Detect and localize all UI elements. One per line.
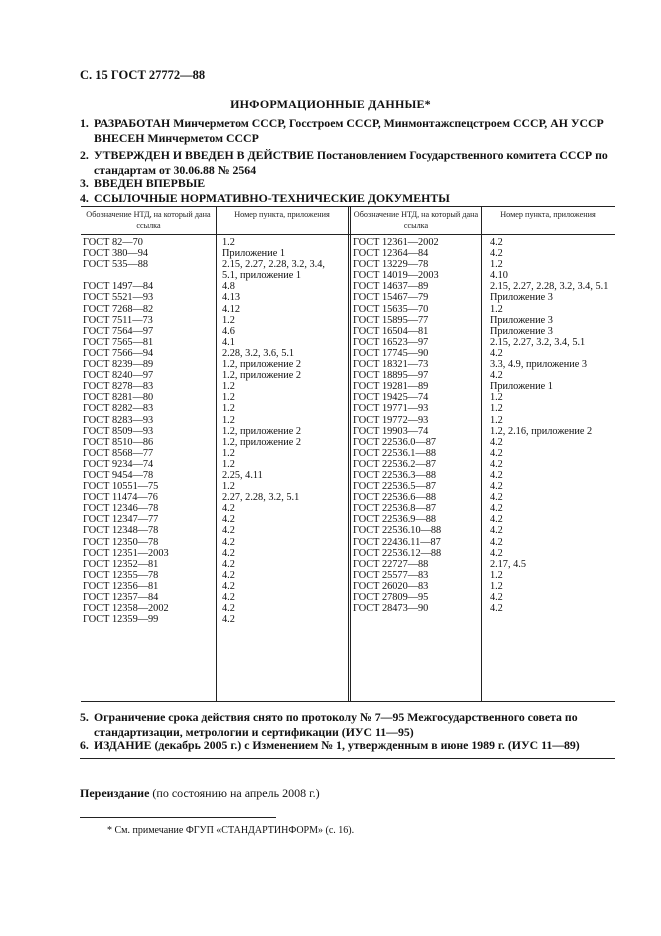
clause-cell: Приложение 3 bbox=[489, 292, 553, 304]
clause-cell: 4.2 bbox=[222, 503, 235, 515]
clause-cell: 2.27, 2.28, 3.2, 5.1 bbox=[222, 492, 300, 504]
clause-cell: 4.2 bbox=[489, 469, 503, 481]
item-lead: РАЗРАБОТАН bbox=[94, 116, 171, 130]
clause-cell: 1.2, 2.16, приложение 2 bbox=[489, 425, 593, 437]
ref-doc-cell: ГОСТ 8568—77 bbox=[83, 447, 154, 459]
table-row bbox=[81, 537, 349, 548]
table-row bbox=[351, 270, 615, 281]
clause-cell: 4.2 bbox=[222, 592, 235, 603]
clause-cell: 4.2 bbox=[489, 503, 503, 515]
ref-doc-cell: ГОСТ 535—88 bbox=[83, 259, 149, 271]
table-row bbox=[351, 304, 615, 315]
ref-doc-cell: ГОСТ 12361—2002 bbox=[353, 237, 439, 248]
item-lead: ИЗДАНИЕ bbox=[94, 738, 152, 752]
table-row bbox=[81, 403, 349, 414]
clause-cell: 4.8 bbox=[222, 281, 235, 293]
item-text: Межгосударственного совета по стандартизации, метрологии и сертификации (ИУС 11—95) bbox=[94, 710, 578, 739]
table-header-ref-doc: Обозначение НТД, на который дана ссылка bbox=[353, 210, 479, 230]
table-row bbox=[351, 237, 615, 248]
clause-cell: 5.1, приложение 1 bbox=[222, 270, 302, 282]
clause-cell: 1.2 bbox=[489, 403, 503, 415]
item-number: 5. bbox=[80, 710, 89, 724]
clause-cell: 4.1 bbox=[222, 336, 235, 348]
table-row bbox=[351, 248, 615, 259]
clause-cell: 4.13 bbox=[222, 292, 241, 304]
table-row bbox=[351, 603, 615, 614]
ref-doc-cell: ГОСТ 14019—2003 bbox=[353, 270, 439, 282]
ref-doc-cell: ГОСТ 22536.9—88 bbox=[353, 514, 437, 526]
ref-doc-cell: ГОСТ 8283—93 bbox=[83, 414, 154, 426]
table-row bbox=[351, 503, 615, 514]
ref-doc-cell: ГОСТ 22536.5—87 bbox=[353, 481, 437, 493]
table-row bbox=[351, 448, 615, 459]
clause-cell: 1.2, приложение 2 bbox=[222, 370, 302, 382]
clause-cell: 4.2 bbox=[222, 603, 235, 615]
clause-cell: 4.2 bbox=[489, 347, 503, 359]
clause-cell: 4.2 bbox=[489, 492, 503, 504]
ref-doc-cell: ГОСТ 8239—89 bbox=[83, 359, 154, 371]
table-row bbox=[351, 459, 615, 470]
clause-cell: 2.17, 4.5 bbox=[489, 558, 526, 570]
ref-doc-cell bbox=[81, 270, 219, 281]
ref-doc-cell: ГОСТ 380—94 bbox=[83, 248, 149, 260]
table-row bbox=[81, 304, 349, 315]
clause-cell: 4.2 bbox=[222, 525, 235, 537]
table-row bbox=[351, 581, 615, 592]
item-number: 1. bbox=[80, 116, 89, 130]
ref-doc-cell: ГОСТ 13229—78 bbox=[353, 259, 429, 271]
ref-doc-cell: ГОСТ 22536.12—88 bbox=[353, 547, 442, 559]
item-number: 4. bbox=[80, 191, 89, 205]
item-references bbox=[80, 191, 610, 206]
item-text: Минчерметом СССР, Госстроем СССР, Минмонтажспецстроем СССР, АН УССР bbox=[173, 116, 604, 130]
ref-doc-cell: ГОСТ 9234—74 bbox=[83, 458, 154, 470]
table-row bbox=[81, 503, 349, 514]
table-row bbox=[351, 392, 615, 403]
clause-cell: 1.2 bbox=[222, 447, 235, 459]
ref-doc-cell: ГОСТ 28473—90 bbox=[353, 603, 429, 615]
clause-cell: 1.2 bbox=[489, 580, 503, 592]
table-row bbox=[351, 548, 615, 559]
ref-doc-cell: ГОСТ 26020—83 bbox=[353, 580, 429, 592]
table-row bbox=[81, 359, 349, 370]
ref-doc-cell: ГОСТ 22727—88 bbox=[353, 558, 429, 570]
clause-cell: Приложение 1 bbox=[222, 248, 285, 260]
ref-doc-cell: ГОСТ 7566—94 bbox=[83, 347, 154, 359]
table-row bbox=[81, 492, 349, 503]
table-row bbox=[351, 514, 615, 525]
table-rows-right bbox=[351, 237, 615, 614]
clause-cell: 4.2 bbox=[489, 370, 503, 382]
table-row bbox=[81, 315, 349, 326]
clause-cell: 4.2 bbox=[489, 514, 503, 526]
item-first-introduced bbox=[80, 176, 610, 191]
clause-cell: 4.2 bbox=[222, 580, 235, 592]
references-table bbox=[81, 206, 615, 702]
table-row bbox=[351, 281, 615, 292]
clause-cell: 1.2 bbox=[222, 403, 235, 415]
clause-cell: 2.15, 2.27, 3.2, 3.4, 5.1 bbox=[489, 336, 586, 348]
ref-doc-cell: ГОСТ 7564—97 bbox=[83, 325, 154, 337]
ref-doc-cell: ГОСТ 12350—78 bbox=[83, 536, 159, 548]
ref-doc-cell: ГОСТ 8282—83 bbox=[83, 403, 154, 415]
table-row bbox=[81, 514, 349, 525]
ref-doc-cell: ГОСТ 11474—76 bbox=[83, 492, 158, 504]
table-row bbox=[81, 337, 349, 348]
table-row bbox=[81, 481, 349, 492]
clause-cell: 4.6 bbox=[222, 325, 235, 337]
clause-cell: 4.2 bbox=[222, 547, 235, 559]
item-number: 3. bbox=[80, 176, 89, 190]
ref-doc-cell: ГОСТ 82—70 bbox=[83, 237, 143, 248]
ref-doc-cell: ГОСТ 22536.3—88 bbox=[353, 469, 437, 481]
table-row bbox=[351, 525, 615, 536]
table-row bbox=[351, 381, 615, 392]
ref-doc-cell: ГОСТ 5521—93 bbox=[83, 292, 154, 304]
table-row bbox=[81, 259, 349, 270]
ref-doc-cell: ГОСТ 8240—97 bbox=[83, 370, 154, 382]
reissue-note bbox=[80, 786, 320, 801]
clause-cell: 1.2 bbox=[222, 481, 235, 493]
ref-doc-cell: ГОСТ 22436.11—87 bbox=[353, 536, 441, 548]
ref-doc-cell: ГОСТ 7268—82 bbox=[83, 303, 154, 315]
item-text-introduced: Минчерметом СССР bbox=[147, 131, 259, 145]
item-term-limit bbox=[80, 710, 610, 740]
table-row bbox=[81, 614, 349, 625]
table-row bbox=[81, 603, 349, 614]
table-row bbox=[351, 481, 615, 492]
ref-doc-cell: ГОСТ 25577—83 bbox=[353, 569, 429, 581]
table-row bbox=[81, 392, 349, 403]
ref-doc-cell: ГОСТ 18321—73 bbox=[353, 359, 429, 371]
reissue-text: (по состоянию на апрель 2008 г.) bbox=[152, 786, 320, 800]
clause-cell: 1.2 bbox=[222, 392, 235, 404]
table-row bbox=[81, 437, 349, 448]
table-row bbox=[81, 470, 349, 481]
ref-doc-cell: ГОСТ 12347—77 bbox=[83, 514, 159, 526]
ref-doc-cell: ГОСТ 10551—75 bbox=[83, 481, 159, 493]
table-row bbox=[351, 537, 615, 548]
section-title: ИНФОРМАЦИОННЫЕ ДАННЫЕ* bbox=[230, 97, 431, 111]
table-row bbox=[351, 437, 615, 448]
item-number: 6. bbox=[80, 738, 89, 752]
clause-cell: 1.2 bbox=[222, 414, 235, 426]
item-lead: ВВЕДЕН ВПЕРВЫЕ bbox=[94, 176, 206, 190]
table-row bbox=[81, 592, 349, 603]
ref-doc-cell: ГОСТ 22536.8—87 bbox=[353, 503, 437, 515]
ref-doc-cell: ГОСТ 12364—84 bbox=[353, 248, 429, 260]
clause-cell: 1.2 bbox=[222, 458, 235, 470]
clause-cell: 3.3, 4.9, приложение 3 bbox=[489, 359, 588, 371]
clause-cell: 1.2 bbox=[489, 569, 503, 581]
ref-doc-cell: ГОСТ 19425—74 bbox=[353, 392, 429, 404]
clause-cell: 4.2 bbox=[489, 525, 503, 537]
table-row bbox=[81, 570, 349, 581]
table-row bbox=[351, 426, 615, 437]
item-number: 2. bbox=[80, 148, 89, 162]
item-lead: Ограничение срока действия снято по протоколу № 7—95 bbox=[94, 710, 405, 724]
ref-doc-cell: ГОСТ 22536.10—88 bbox=[353, 525, 442, 537]
clause-cell: 2.15, 2.27, 2.28, 3.2, 3.4, bbox=[222, 259, 325, 271]
table-row bbox=[351, 415, 615, 426]
table-row bbox=[351, 337, 615, 348]
table-header-clause: Номер пункта, приложения bbox=[500, 210, 596, 219]
table-row bbox=[81, 237, 349, 248]
ref-doc-cell: ГОСТ 27809—95 bbox=[353, 592, 429, 603]
clause-cell: 1.2, приложение 2 bbox=[222, 436, 302, 448]
clause-cell: Приложение 3 bbox=[489, 314, 553, 326]
table-row bbox=[81, 370, 349, 381]
ref-doc-cell: ГОСТ 8509—93 bbox=[83, 425, 154, 437]
table-row bbox=[81, 459, 349, 470]
clause-cell: 4.2 bbox=[489, 447, 503, 459]
ref-doc-cell: ГОСТ 9454—78 bbox=[83, 469, 154, 481]
item-lead: УТВЕРЖДЕН И ВВЕДЕН В ДЕЙСТВИЕ bbox=[94, 148, 314, 162]
item-developed bbox=[80, 116, 610, 146]
ref-doc-cell: ГОСТ 15635—70 bbox=[353, 303, 429, 315]
table-row bbox=[81, 281, 349, 292]
clause-cell: 1.2 bbox=[222, 314, 235, 326]
ref-doc-cell: ГОСТ 19281—89 bbox=[353, 381, 429, 393]
ref-doc-cell: ГОСТ 7565—81 bbox=[83, 336, 154, 348]
table-row bbox=[81, 448, 349, 459]
ref-doc-cell: ГОСТ 8510—86 bbox=[83, 436, 154, 448]
clause-cell: 4.12 bbox=[222, 303, 241, 315]
table-row bbox=[81, 559, 349, 570]
item-lead: ССЫЛОЧНЫЕ НОРМАТИВНО-ТЕХНИЧЕСКИЕ ДОКУМЕНТЫ bbox=[94, 191, 450, 205]
table-row bbox=[351, 570, 615, 581]
clause-cell: 4.2 bbox=[489, 592, 503, 603]
table-row bbox=[351, 348, 615, 359]
ref-doc-cell: ГОСТ 15895—77 bbox=[353, 314, 429, 326]
clause-cell: 2.28, 3.2, 3.6, 5.1 bbox=[222, 347, 295, 359]
table-row bbox=[351, 315, 615, 326]
clause-cell: Приложение 1 bbox=[489, 381, 553, 393]
table-row bbox=[351, 326, 615, 337]
table-row bbox=[81, 525, 349, 536]
clause-cell: 1.2 bbox=[489, 414, 503, 426]
ref-doc-cell: ГОСТ 22536.2—87 bbox=[353, 458, 437, 470]
table-row bbox=[351, 492, 615, 503]
ref-doc-cell: ГОСТ 12357—84 bbox=[83, 592, 159, 603]
clause-cell: 4.2 bbox=[489, 248, 503, 260]
item-text: (декабрь 2005 г.) с Изменением № 1, утвержденным в июне 1989 г. (ИУС 11—89) bbox=[154, 738, 580, 752]
ref-doc-cell: ГОСТ 16504—81 bbox=[353, 325, 429, 337]
ref-doc-cell: ГОСТ 12351—2003 bbox=[83, 547, 169, 559]
clause-cell: 4.2 bbox=[489, 603, 503, 615]
table-row bbox=[351, 370, 615, 381]
ref-doc-cell: ГОСТ 8281—80 bbox=[83, 392, 154, 404]
table-row bbox=[351, 359, 615, 370]
footnote-rule bbox=[80, 817, 276, 818]
header-rule bbox=[81, 234, 615, 235]
table-row bbox=[81, 415, 349, 426]
item-edition bbox=[80, 738, 610, 753]
table-row bbox=[81, 581, 349, 592]
table-row bbox=[351, 559, 615, 570]
ref-doc-cell: ГОСТ 12348—78 bbox=[83, 525, 159, 537]
table-row bbox=[81, 348, 349, 359]
clause-cell: 4.2 bbox=[222, 614, 235, 626]
footnote: * См. примечание ФГУП «СТАНДАРТИНФОРМ» (с. 16). bbox=[107, 825, 355, 836]
table-row bbox=[351, 292, 615, 303]
ref-doc-cell: ГОСТ 12352—81 bbox=[83, 558, 159, 570]
ref-doc-cell: ГОСТ 22536.1—88 bbox=[353, 447, 437, 459]
clause-cell: 1.2 bbox=[489, 303, 503, 315]
clause-cell: 4.2 bbox=[489, 237, 503, 248]
table-row bbox=[81, 381, 349, 392]
item-text: Постановлением Государственного комитета СССР по стандартам от 30.06.88 № 2564 bbox=[94, 148, 608, 177]
clause-cell: Приложение 3 bbox=[489, 325, 553, 337]
ref-doc-cell: ГОСТ 22536.0—87 bbox=[353, 436, 437, 448]
table-row bbox=[81, 248, 349, 259]
table-header-clause: Номер пункта, приложения bbox=[234, 210, 330, 219]
clause-cell: 2.15, 2.27, 2.28, 3.2, 3.4, 5.1 bbox=[489, 281, 609, 293]
page-header: С. 15 ГОСТ 27772—88 bbox=[80, 68, 206, 82]
ref-doc-cell: ГОСТ 12356—81 bbox=[83, 580, 159, 592]
clause-cell: 1.2, приложение 2 bbox=[222, 359, 302, 371]
ref-doc-cell: ГОСТ 15467—79 bbox=[353, 292, 429, 304]
item-lead-introduced: ВНЕСЕН bbox=[94, 131, 145, 145]
clause-cell: 4.2 bbox=[489, 547, 503, 559]
clause-cell: 1.2 bbox=[489, 392, 503, 404]
ref-doc-cell: ГОСТ 19771—93 bbox=[353, 403, 429, 415]
ref-doc-cell: ГОСТ 16523—97 bbox=[353, 336, 429, 348]
clause-cell: 1.2 bbox=[222, 237, 235, 248]
ref-doc-cell: ГОСТ 1497—84 bbox=[83, 281, 154, 293]
table-row bbox=[81, 326, 349, 337]
clause-cell: 4.2 bbox=[222, 569, 235, 581]
reissue-lead: Переиздание bbox=[80, 786, 150, 800]
clause-cell: 4.2 bbox=[489, 458, 503, 470]
ref-doc-cell: ГОСТ 12346—78 bbox=[83, 503, 159, 515]
ref-doc-cell: ГОСТ 14637—89 bbox=[353, 281, 429, 293]
item-approved bbox=[80, 148, 610, 178]
table-row bbox=[351, 592, 615, 603]
table-header-ref-doc: Обозначение НТД, на который дана ссылка bbox=[86, 210, 211, 230]
table-rows-left bbox=[81, 237, 349, 625]
clause-cell: 1.2 bbox=[222, 381, 235, 393]
table-row bbox=[351, 403, 615, 414]
clause-cell: 1.2, приложение 2 bbox=[222, 425, 302, 437]
ref-doc-cell: ГОСТ 12359—99 bbox=[83, 614, 159, 626]
ref-doc-cell: ГОСТ 7511—73 bbox=[83, 314, 153, 326]
table-row bbox=[81, 270, 349, 281]
ref-doc-cell: ГОСТ 8278—83 bbox=[83, 381, 154, 393]
table-row bbox=[81, 426, 349, 437]
clause-cell: 1.2 bbox=[489, 259, 503, 271]
ref-doc-cell: ГОСТ 19903—74 bbox=[353, 425, 429, 437]
clause-cell: 2.25, 4.11 bbox=[222, 469, 263, 481]
section-rule bbox=[80, 758, 615, 759]
table-row bbox=[351, 259, 615, 270]
table-row bbox=[81, 292, 349, 303]
ref-doc-cell: ГОСТ 17745—90 bbox=[353, 347, 429, 359]
ref-doc-cell: ГОСТ 19772—93 bbox=[353, 414, 429, 426]
clause-cell: 4.2 bbox=[489, 536, 503, 548]
clause-cell: 4.2 bbox=[222, 558, 235, 570]
clause-cell: 4.2 bbox=[222, 536, 235, 548]
clause-cell: 4.10 bbox=[489, 270, 508, 282]
clause-cell: 4.2 bbox=[489, 436, 503, 448]
ref-doc-cell: ГОСТ 22536.6—88 bbox=[353, 492, 437, 504]
ref-doc-cell: ГОСТ 18895—97 bbox=[353, 370, 429, 382]
ref-doc-cell: ГОСТ 12355—78 bbox=[83, 569, 159, 581]
table-row bbox=[81, 548, 349, 559]
clause-cell: 4.2 bbox=[489, 481, 503, 493]
ref-doc-cell: ГОСТ 12358—2002 bbox=[83, 603, 169, 615]
clause-cell: 4.2 bbox=[222, 514, 235, 526]
table-row bbox=[351, 470, 615, 481]
